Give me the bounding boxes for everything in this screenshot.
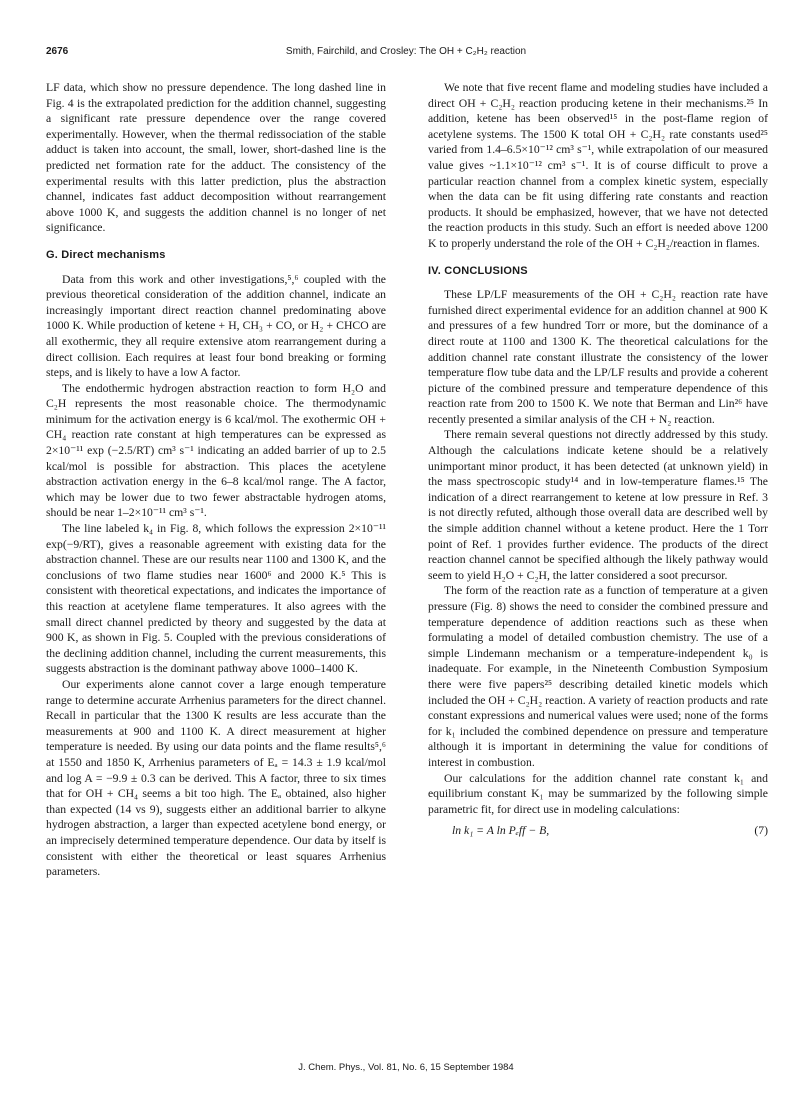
equation-number: (7) [754,824,768,838]
section-heading-conclusions: IV. CONCLUSIONS [428,264,528,277]
equation-7 [428,823,768,839]
paragraph: We note that five recent flame and modeling studies have included a direct OH + C₂H₂ reaction producing ketene in their mechanisms.²⁵ In addition, ketene has been observed¹⁵ in the post-flame region of acetylene systems. The 1500 K total OH + C₂H₂ rate constants used²⁵ varied from 1.4–6.5×10⁻¹² cm³ s⁻¹, while extrapolation of our measured value gives ~1.1×10⁻¹² cm³ s⁻¹. It is of course difficult to prove a particular reaction channel from a complex kinetic system, especially when the data can be fit using differing rate constants and reaction products. It should be emphasized, however, that we have not detected the reaction products in this study. Such an effort is needed above 1200 K to properly understand the role of the OH + C₂H₂/reaction in flames. [428,81,768,250]
paragraph: The line labeled k₄ in Fig. 8, which follows the expression 2×10⁻¹¹ exp(−9/RT), gives a reasonable agreement with existing data for the abstraction channel. These are our results near 1100 and 1300 K, and the conclusions of two flame studies near 1600⁶ and 2000 K.⁵ This is consistent with theoretical expectations, and indicates the importance of this reaction at acetylene flame temperatures. It also agrees with the small direct channel predicted by theory and suggested by the data at 900 K, as shown in Fig. 5. Coupled with the previous considerations of the declining addition channel, including the current measurements, this suggests abstraction is the dominant pathway above 1000–1400 K. [46,522,386,676]
right-column [428,80,768,839]
journal-citation-footer: J. Chem. Phys., Vol. 81, No. 6, 15 September 1984 [298,1062,514,1073]
running-title: Smith, Fairchild, and Crosley: The OH + C₂H₂ reaction [285,46,527,57]
paragraph: There remain several questions not directly addressed by this study. Although the calculations indicate ketene should be a relatively unimportant minor product, it has been detected (at unknown yield) in the mass spectroscopic study¹⁴ and in low-temperature flames.¹⁵ The indication of a direct rearrangement to ketene at low pressure in Ref. 3 is not directly refuted, although those overall data are described well by the simple addition channel without a ketene product. Here the 1 Torr point of Ref. 1 provides further evidence. The products of the direct reaction channel cannot be specified although the likely pathway would seem to yield H₂O + C₂H, the latter considered a soot precursor. [428,428,768,582]
paragraph: Our calculations for the addition channel rate constant k₁ and equilibrium constant K₁ may be summarized by the following simple parametric fit, for direct use in modeling calculations: [428,771,768,816]
paragraph: The endothermic hydrogen abstraction reaction to form H₂O and C₂H represents the most reasonable choice. The thermodynamic minimum for the activation energy is 6 kcal/mol. The exothermic OH + CH₄ reaction rate constant at high temperatures can be expressed as 2×10⁻¹¹ exp (−2.5/RT) cm³ s⁻¹ indicating an added barrier of up to 2.5 kcal/mol is possible for abstraction. This places the acetylene abstraction activation energy in the 6–8 kcal/mol range. The A factor, which may be lower due to two fewer abstractable hydrogen atoms, should be near 1–2×10⁻¹¹ cm³ s⁻¹. [46,381,386,520]
running-header [46,46,766,62]
left-column [46,80,386,880]
equation-expression: ln k₁ = A ln Pₑff − B, [452,824,550,838]
paragraph: These LP/LF measurements of the OH + C₂H₂ reaction rate have furnished direct experimental evidence for an addition channel at 900 K and pressures of a few hundred Torr or more, but the dominance of a direct route at 1100 and 1300 K. The theoretical calculations for the addition channel rate constant illustrate the consistency of the lower temperature flow tube data and the LP/LF results and provide a coherent picture of the combined pressure and temperature dependence of this reaction rate from 200 to 1500 K. We note that Berman and Lin²⁶ have recently presented a similar analysis of the CH + N₂ reaction. [428,288,768,426]
section-heading-direct-mechanisms: G. Direct mechanisms [46,248,166,261]
page-number: 2676 [46,46,69,57]
paragraph: LF data, which show no pressure dependence. The long dashed line in Fig. 4 is the extrapolated prediction for the addition channel, suggesting a significant rate pressure dependence over the range covered experimentally. However, when the thermal redissociation of the stable adduct is taken into account, the small, lower, short-dashed line is the predicted net formation rate for the adduct. The consistency of the experimental results with this latter prediction, plus the abstraction channel, indicates fast adduct decomposition without rearrangement above 1000 K, and suggests the addition channel is no longer of net significance. [46,81,386,235]
paragraph: The form of the reaction rate as a function of temperature at a given pressure (Fig. 8) shows the need to consider the combined pressure and temperature dependence of addition reactions such as these when formulating a model of detailed combustion chemistry. The use of a simple Lindemann mechanism or a temperature-independent k₀ is inadequate. For example, in the Nineteenth Combustion Symposium there were five papers²⁵ describing detailed kinetic models which included the OH + C₂H₂ reaction. A variety of reaction products and rate constant expressions and numerical values were used; none of the forms for k₁ included the combined dependence on pressure and temperature although it is important in determining the value for conditions of interest in combustion. [428,584,768,769]
paragraph: Our experiments alone cannot cover a large enough temperature range to determine accurate Arrhenius parameters for the direct channel. Recall in particular that the 1300 K results are less accurate than the measurements at 900 and 1100 K. A direct measurement at higher temperature is needed. By using our data points and the flame results⁵,⁶ at 1550 and 1850 K, Arrhenius parameters of Eₐ = 14.3 ± 1.9 kcal/mol and log A = −9.9 ± 0.3 can be derived. This A factor, three to six times that for OH + CH₄ seems a bit too high. The Eₐ obtained, also higher than expected (14 vs 9), suggests either an additional barrier to alkyne hydrogen abstraction, a larger than expected acetylene bond energy, or an imprecisely determined temperature dependence. Our data by itself is consistent with either the theoretical or least squares Arrhenius parameters. [46,677,386,879]
paragraph: Data from this work and other investigations,⁵,⁶ coupled with the previous theoretical consideration of the addition channel, indicate an increasingly important direct reaction channel predominating above 1000 K. While production of ketene + H, CH₃ + CO, or H₂ + CHCO are all exothermic, they all require extensive atom rearrangement during a direct collision. Each requires at least four bond breaking or forming steps, and is likely to have a low A factor. [46,272,386,380]
